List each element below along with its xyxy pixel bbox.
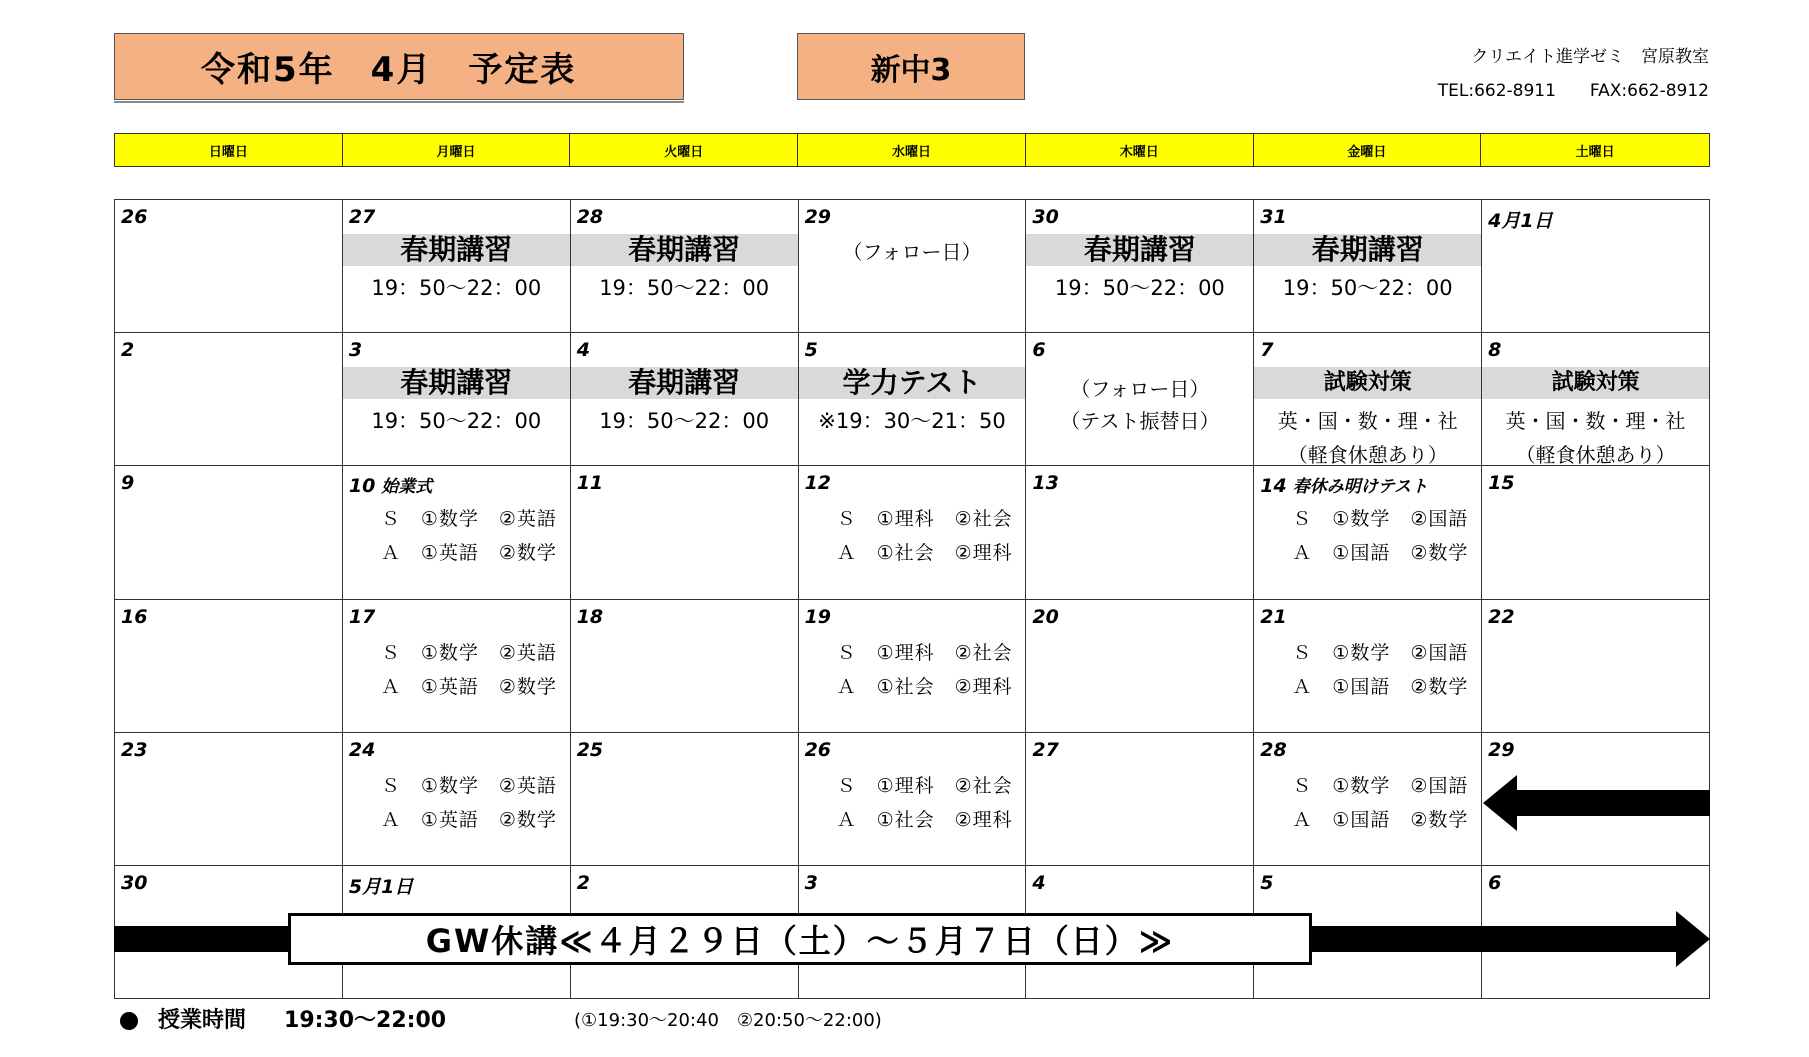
day-event-tag: 春休み明けテスト: [1292, 477, 1429, 498]
event-band: 試験対策: [1254, 367, 1481, 399]
day-number: [1032, 606, 1058, 628]
event-subjects: 英・国・数・理・社: [1277, 409, 1458, 434]
event-band: 学力テスト: [799, 367, 1026, 399]
class-a-schedule: Ａ ①社会 ②理科: [836, 542, 1013, 565]
day-date: 30: [121, 871, 148, 894]
calendar-cell: [1482, 600, 1710, 733]
event-note-secondary: （テスト振替日）: [1060, 409, 1220, 434]
day-date: 18: [576, 605, 604, 628]
page-title: 令和5年 4月 予定表: [114, 33, 684, 100]
class-s-schedule: Ｓ ①理科 ②社会: [836, 641, 1013, 664]
event-time: 19：50～22：00: [371, 276, 542, 300]
day-date: 4: [1032, 871, 1046, 894]
calendar-cell: [1482, 200, 1710, 333]
event-band: 春期講習: [1026, 234, 1253, 266]
day-date: 5: [804, 339, 818, 362]
day-number: [349, 472, 432, 497]
day-date: 23: [121, 738, 148, 761]
day-date: 2: [576, 871, 590, 894]
class-a-schedule: Ａ ①国語 ②数学: [1292, 675, 1469, 698]
day-number: [349, 872, 413, 899]
day-number: [805, 206, 831, 228]
event-time: ※19：30～21：50: [818, 409, 1006, 434]
weekday-header: [114, 133, 1710, 167]
day-date: 27: [348, 206, 376, 228]
event-band: 春期講習: [343, 367, 570, 399]
day-date: 6: [1032, 339, 1046, 362]
day-number: [805, 472, 831, 494]
day-date: 29: [1488, 738, 1515, 761]
day-number: [1260, 206, 1286, 228]
day-number: [1032, 206, 1058, 228]
event-time: 19：50～22：00: [1282, 276, 1453, 300]
day-date: 4月1日: [1488, 210, 1553, 232]
day-number: [349, 606, 375, 628]
weekday-fri: 金曜日: [1254, 134, 1482, 166]
day-date: 11: [576, 472, 604, 495]
day-number: [577, 472, 603, 494]
day-date: 28: [1260, 738, 1287, 761]
class-s-schedule: Ｓ ①理科 ②社会: [836, 508, 1013, 531]
day-number: [1488, 606, 1514, 628]
bullet-icon: [120, 1012, 138, 1030]
left-arrow-head: [1483, 775, 1517, 831]
grade-label: 新中3: [797, 33, 1025, 100]
calendar-cell: [571, 466, 799, 599]
calendar-cell: [343, 333, 571, 466]
right-arrow-head: [1676, 911, 1710, 967]
footer-detail: (①19:30～20:40 ②20:50～22:00): [574, 1010, 882, 1031]
day-date: 21: [1260, 605, 1287, 628]
day-number: [577, 872, 590, 894]
day-date: 5: [1260, 871, 1274, 894]
class-a-schedule: Ａ ①社会 ②理科: [836, 675, 1013, 698]
day-number: [1260, 739, 1286, 761]
weekday-sat: 土曜日: [1481, 134, 1709, 166]
class-a-schedule: Ａ ①英語 ②数学: [380, 675, 557, 698]
day-number: [121, 339, 134, 361]
day-event-tag: 始業式: [381, 477, 433, 498]
day-date: 15: [1488, 472, 1515, 495]
day-date: 22: [1488, 605, 1515, 628]
calendar-cell: [115, 200, 343, 333]
weekday-thu: 木曜日: [1026, 134, 1254, 166]
calendar-cell: [1254, 333, 1482, 466]
day-date: 6: [1488, 871, 1502, 894]
class-a-schedule: Ａ ①国語 ②数学: [1292, 542, 1469, 565]
day-number: [1032, 872, 1045, 894]
class-s-schedule: Ｓ ①数学 ②英語: [380, 508, 557, 531]
class-s-schedule: Ｓ ①数学 ②国語: [1292, 641, 1469, 664]
day-date: 9: [121, 472, 135, 495]
day-number: [121, 872, 147, 894]
event-band: 春期講習: [343, 234, 570, 266]
day-date: 24: [348, 738, 376, 761]
calendar-cell: [1026, 466, 1254, 599]
event-time: 19：50～22：00: [599, 276, 770, 300]
day-date: 16: [121, 605, 148, 628]
day-number: [1488, 206, 1552, 233]
class-s-schedule: Ｓ ①理科 ②社会: [836, 774, 1013, 797]
day-date: 19: [804, 605, 832, 628]
calendar-cell: [115, 333, 343, 466]
day-number: [577, 606, 603, 628]
school-contact: TEL:662-8911 FAX:662-8912: [1437, 81, 1709, 101]
day-number: [1260, 872, 1273, 894]
calendar-cell: [343, 600, 571, 733]
event-time: 19：50～22：00: [1054, 276, 1225, 300]
class-s-schedule: Ｓ ①数学 ②英語: [380, 774, 557, 797]
day-number: [1488, 339, 1501, 361]
school-name: クリエイト進学ゼミ 宮原教室: [1471, 47, 1709, 67]
class-s-schedule: Ｓ ①数学 ②英語: [380, 641, 557, 664]
day-date: 2: [121, 339, 135, 362]
event-band: 試験対策: [1482, 367, 1709, 399]
day-number: [805, 872, 818, 894]
class-s-schedule: Ｓ ①数学 ②国語: [1292, 508, 1469, 531]
calendar-cell: [571, 333, 799, 466]
calendar-cell: [1254, 600, 1482, 733]
day-date: 29: [804, 206, 832, 228]
calendar-cell: [115, 466, 343, 599]
class-a-schedule: Ａ ①英語 ②数学: [380, 542, 557, 565]
event-subjects: 英・国・数・理・社: [1505, 409, 1686, 434]
day-number: [805, 606, 831, 628]
day-date: 26: [804, 738, 832, 761]
day-number: [1260, 339, 1273, 361]
calendar-cell: [1254, 466, 1482, 599]
day-date: 17: [348, 605, 376, 628]
left-arrow-icon: [1516, 790, 1710, 816]
event-remark: （軽食休憩あり）: [1515, 443, 1676, 467]
day-number: [349, 206, 375, 228]
day-number: [1032, 472, 1058, 494]
calendar-grid: [114, 199, 1710, 999]
day-date: 5月1日: [348, 875, 414, 898]
day-date: 10: [348, 475, 376, 498]
day-date: 14: [1260, 475, 1287, 498]
day-number: [349, 739, 375, 761]
calendar-cell: [799, 466, 1027, 599]
day-date: 7: [1260, 339, 1274, 362]
day-number: [1032, 739, 1058, 761]
calendar-cell: [799, 733, 1027, 866]
day-number: [1260, 606, 1286, 628]
calendar-cell: [571, 200, 799, 333]
footer-hours: [120, 1003, 446, 1034]
calendar-cell: [799, 333, 1027, 466]
day-number: [1488, 872, 1501, 894]
event-note: （フォロー日）: [1070, 377, 1210, 402]
event-note: （フォロー日）: [842, 240, 982, 264]
calendar-cell: [799, 200, 1027, 333]
day-number: [349, 339, 362, 361]
day-number: [1488, 472, 1514, 494]
day-number: [577, 739, 603, 761]
event-band: 春期講習: [1254, 234, 1481, 266]
class-s-schedule: Ｓ ①数学 ②国語: [1292, 774, 1469, 797]
event-band: 春期講習: [571, 367, 798, 399]
school-info: [1438, 40, 1709, 108]
day-date: 12: [804, 472, 832, 495]
day-date: 4: [576, 339, 590, 362]
day-date: 13: [1032, 472, 1059, 495]
day-number: [121, 606, 147, 628]
day-number: [1032, 339, 1045, 361]
calendar-cell: [799, 600, 1027, 733]
day-number: [1260, 472, 1428, 497]
calendar-cell: [343, 733, 571, 866]
day-number: [121, 739, 147, 761]
calendar-cell: [571, 733, 799, 866]
calendar-cell: [1026, 200, 1254, 333]
calendar-cell: [1254, 733, 1482, 866]
gw-banner: GW休講≪４月２９日（土）～５月７日（日）≫: [288, 913, 1312, 965]
event-time: 19：50～22：00: [599, 409, 770, 434]
calendar-cell: [571, 600, 799, 733]
day-number: [805, 739, 831, 761]
day-date: 20: [1032, 605, 1059, 628]
calendar-cell: [343, 466, 571, 599]
day-date: 26: [121, 206, 148, 228]
day-date: 27: [1032, 738, 1059, 761]
event-time: 19：50～22：00: [371, 409, 542, 434]
day-number: [121, 472, 134, 494]
day-date: 3: [804, 871, 818, 894]
day-number: [1488, 739, 1514, 761]
day-date: 3: [348, 339, 363, 362]
day-number: [577, 339, 590, 361]
day-date: 30: [1032, 206, 1059, 228]
footer-time: 19:30～22:00: [284, 1008, 447, 1033]
event-remark: （軽食休憩あり）: [1287, 443, 1448, 467]
weekday-tue: 火曜日: [570, 134, 798, 166]
day-number: [577, 206, 603, 228]
event-band: 春期講習: [571, 234, 798, 266]
class-a-schedule: Ａ ①国語 ②数学: [1292, 808, 1469, 831]
class-a-schedule: Ａ ①英語 ②数学: [380, 808, 557, 831]
day-number: [121, 206, 147, 228]
day-date: 28: [576, 206, 604, 228]
calendar-cell: [1026, 733, 1254, 866]
calendar-cell: [343, 200, 571, 333]
calendar-cell: [1254, 200, 1482, 333]
day-number: [805, 339, 818, 361]
class-a-schedule: Ａ ①社会 ②理科: [836, 808, 1013, 831]
weekday-mon: 月曜日: [343, 134, 571, 166]
calendar-cell: [1482, 333, 1710, 466]
day-date: 8: [1488, 339, 1502, 362]
day-date: 31: [1260, 206, 1287, 228]
weekday-wed: 水曜日: [798, 134, 1026, 166]
calendar-cell: [1026, 333, 1254, 466]
calendar-cell: [1482, 466, 1710, 599]
calendar-cell: [1026, 600, 1254, 733]
day-date: 25: [576, 738, 604, 761]
calendar-cell: [115, 600, 343, 733]
weekday-sun: 日曜日: [115, 134, 343, 166]
footer-label: 授業時間: [158, 1008, 247, 1033]
calendar-cell: [115, 733, 343, 866]
